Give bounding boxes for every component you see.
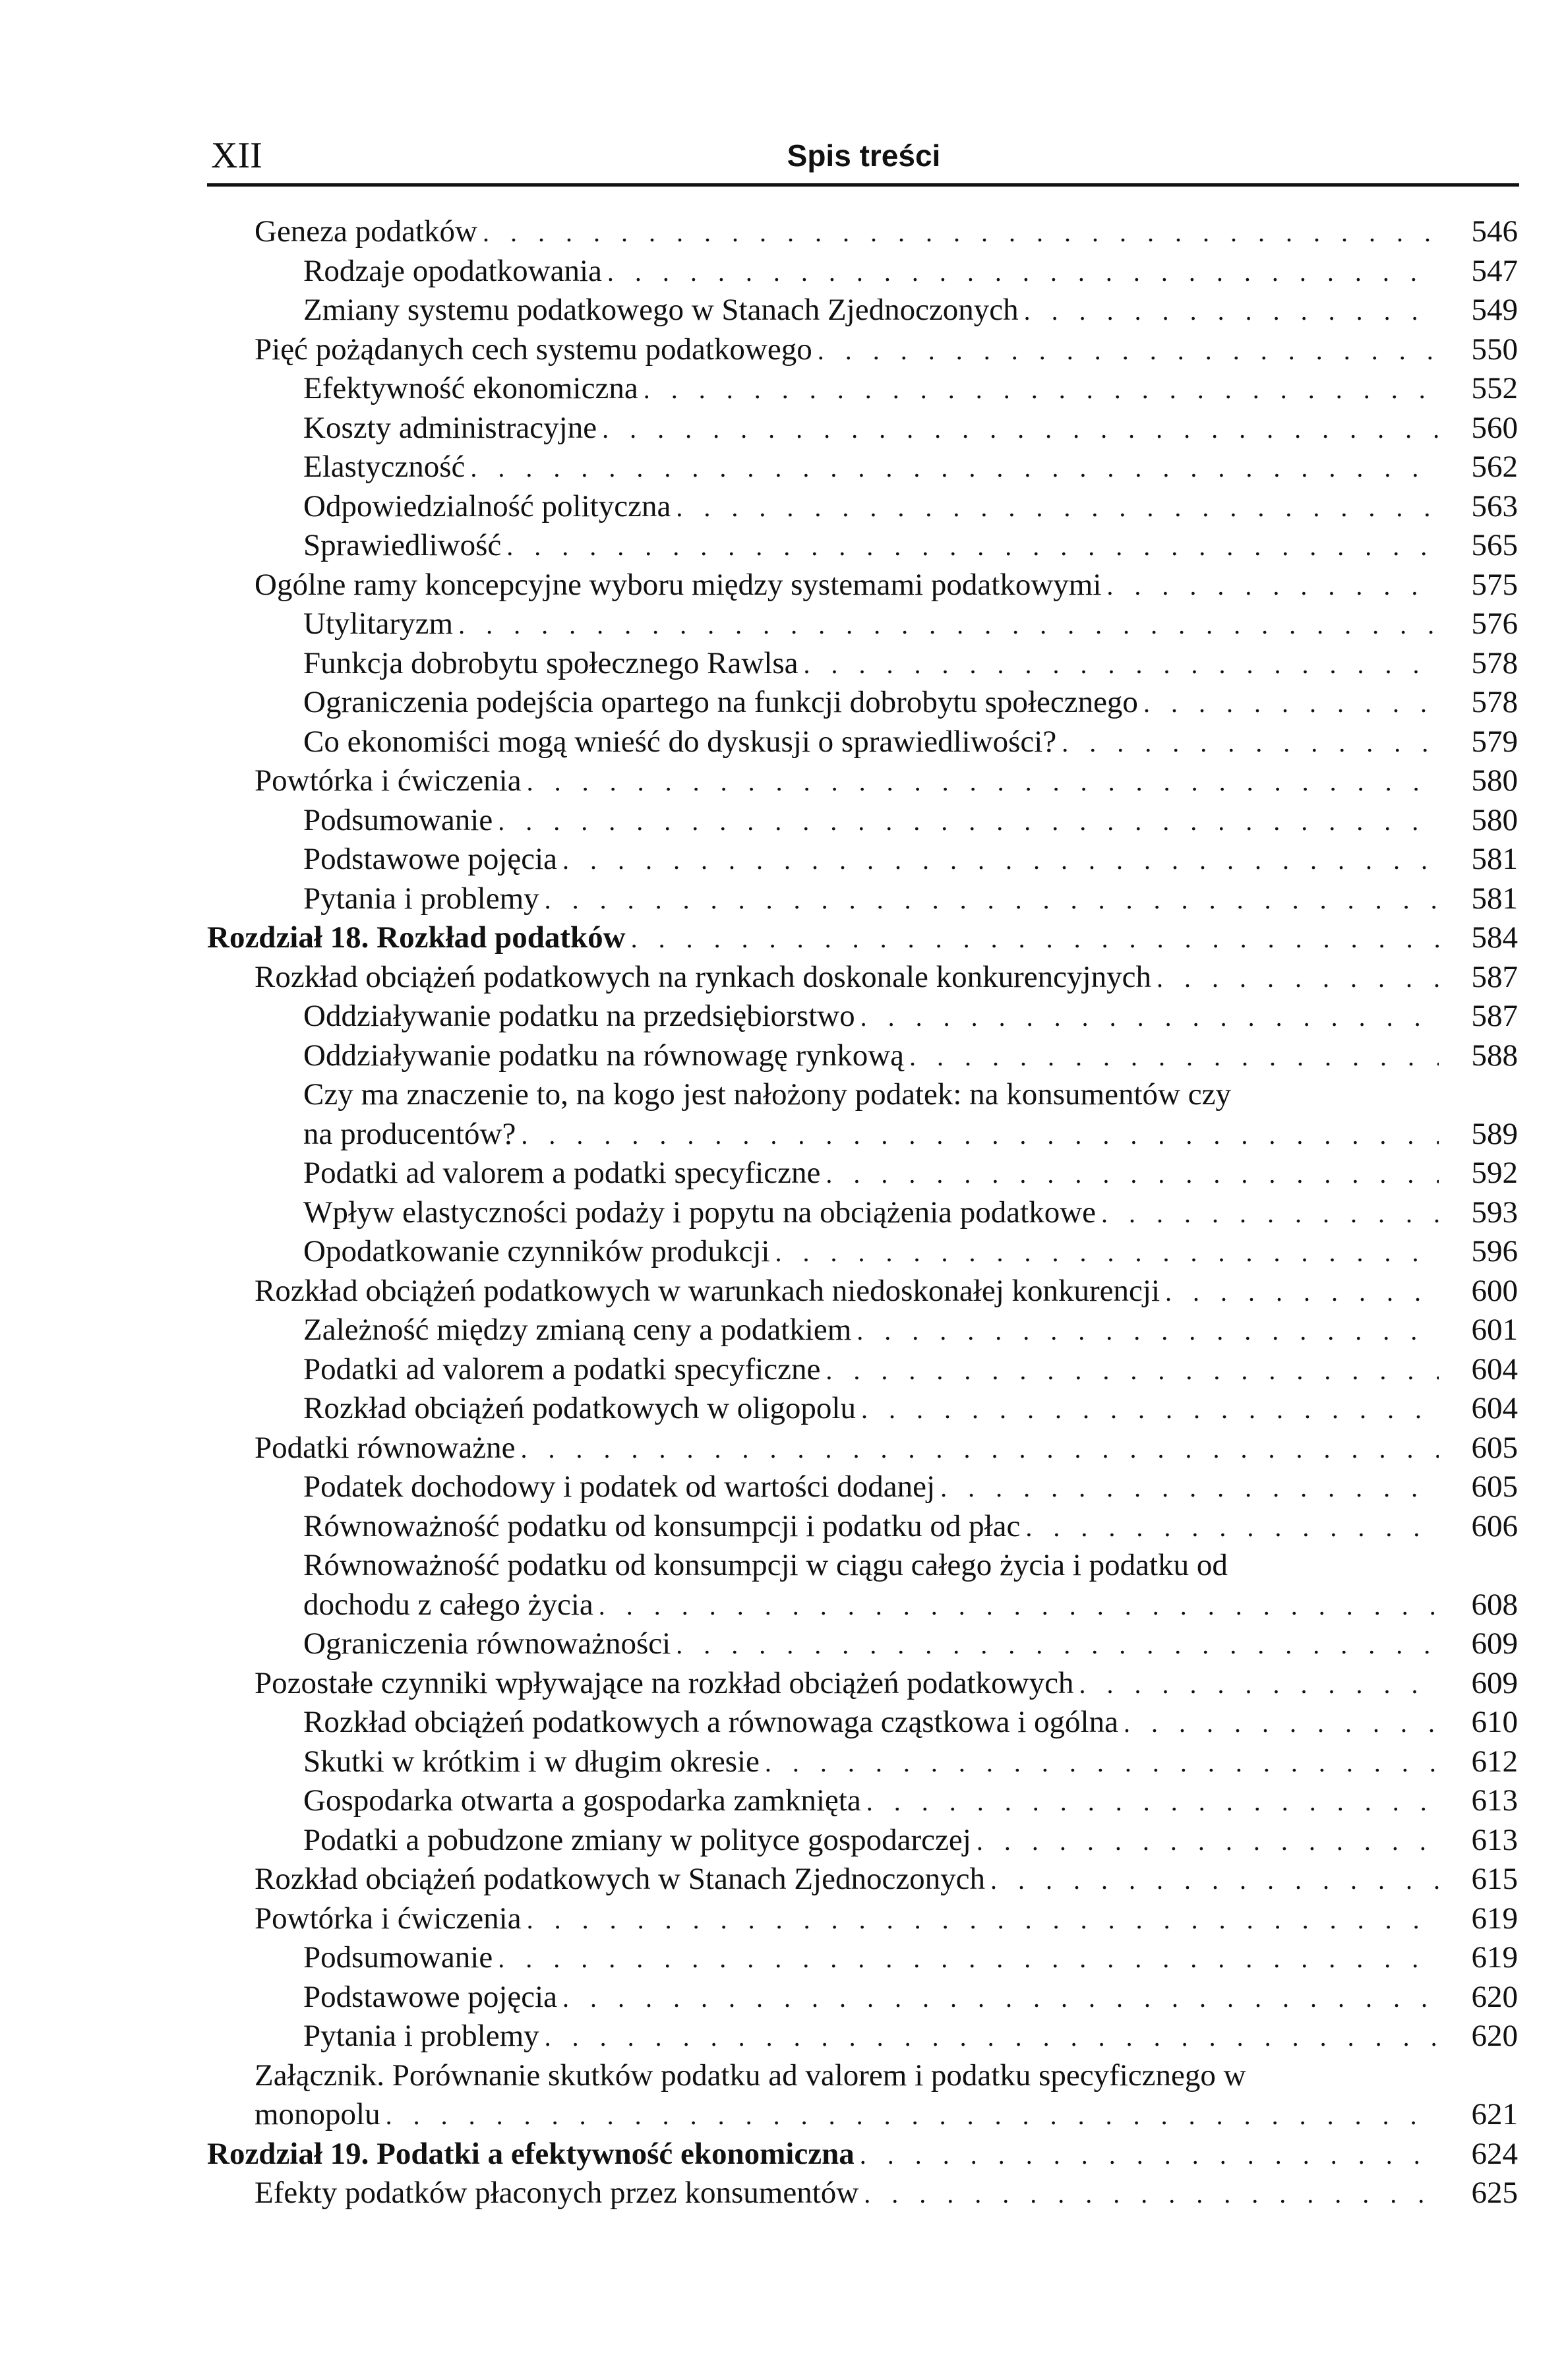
toc-entry-page: 584 xyxy=(1471,920,1518,955)
toc-entry xyxy=(207,1468,1518,1507)
toc-entry-page: 605 xyxy=(1471,1430,1518,1465)
running-title: Spis treści xyxy=(787,138,941,173)
toc-entry-page: 610 xyxy=(1471,1705,1518,1739)
toc-entry-title: Powtórka i ćwiczenia xyxy=(255,1899,527,1939)
toc-entry-title: Rozkład obciążeń podatkowych na rynkach doskonale konkurencyjnych xyxy=(255,958,1157,997)
toc-entry-title: Sprawiedliwość xyxy=(303,526,506,566)
dot-leader xyxy=(562,841,1439,880)
toc-entry xyxy=(207,1272,1518,1311)
toc-entry-page: 619 xyxy=(1471,1940,1518,1975)
toc-entry xyxy=(207,1154,1518,1193)
toc-entry xyxy=(207,1036,1518,1076)
dot-leader xyxy=(545,880,1439,920)
toc-entry-title: Równoważność podatku od konsumpcji i podatku od płac xyxy=(303,1507,1025,1547)
toc-entry xyxy=(207,566,1518,605)
dot-leader xyxy=(857,1311,1439,1351)
toc-entry-title: Podsumowanie xyxy=(303,1938,498,1978)
toc-entry-page: 600 xyxy=(1471,1273,1518,1308)
toc-entry-title: Oddziaływanie podatku na przedsiębiorstwo xyxy=(303,997,860,1036)
dot-leader xyxy=(527,762,1439,802)
toc-entry xyxy=(207,997,1518,1036)
toc-entry-page: 581 xyxy=(1471,881,1518,916)
toc-entry-page: 563 xyxy=(1471,489,1518,523)
dot-leader xyxy=(631,919,1439,959)
toc-entry xyxy=(207,1232,1518,1272)
toc-entry-page: 565 xyxy=(1471,528,1518,562)
toc-entry-title: Pięć pożądanych cech systemu podatkowego xyxy=(255,330,818,370)
dot-leader xyxy=(864,2174,1439,2214)
dot-leader xyxy=(607,253,1439,292)
toc-entry-title: Utylitaryzm xyxy=(303,605,458,644)
dot-leader xyxy=(562,1978,1439,2018)
dot-leader xyxy=(676,1625,1439,1665)
dot-leader xyxy=(826,1351,1439,1390)
toc-entry xyxy=(207,723,1518,762)
toc-entry xyxy=(207,801,1518,841)
toc-entry-title: Opodatkowanie czynników produkcji xyxy=(303,1232,775,1272)
toc-entry-title: Podatki ad valorem a podatki specyficzne xyxy=(303,1350,826,1390)
toc-entry-title: Efektywność ekonomiczna xyxy=(303,369,644,409)
toc-entry xyxy=(207,605,1518,644)
toc-entry xyxy=(207,1703,1518,1742)
dot-leader xyxy=(826,1154,1439,1194)
toc-chapter-entry xyxy=(207,2135,1518,2174)
toc-entry-title: Zależność między zmianą ceny a podatkiem xyxy=(303,1311,857,1350)
toc-entry xyxy=(207,644,1518,684)
dot-leader xyxy=(1143,684,1439,723)
dot-leader xyxy=(765,1743,1439,1783)
toc-entry-title: Pytania i problemy xyxy=(303,2017,545,2056)
toc-entry xyxy=(207,1350,1518,1390)
toc-entry-title: Podsumowanie xyxy=(303,801,498,841)
header-rule xyxy=(207,183,1519,187)
toc-entry-title: Geneza podatków xyxy=(255,212,483,252)
toc-entry-title: Rozdział 18. Rozkład podatków xyxy=(207,918,631,958)
toc-entry xyxy=(207,487,1518,527)
toc-entry-title: Rozkład obciążeń podatkowych w warunkach niedoskonałej konkurencji xyxy=(255,1272,1165,1311)
toc-entry-page: 608 xyxy=(1471,1587,1518,1622)
toc-entry-page: 581 xyxy=(1471,842,1518,876)
dot-leader xyxy=(676,488,1439,527)
toc-entry-page: 605 xyxy=(1471,1470,1518,1504)
dot-leader xyxy=(861,1390,1439,1429)
toc-entry-title: Rozkład obciążeń podatkowych a równowaga cząstkowa i ogólna xyxy=(303,1703,1124,1742)
toc-entry-page: 550 xyxy=(1471,332,1518,367)
toc-entry-page: 613 xyxy=(1471,1822,1518,1857)
toc-entry-title-continuation: monopolu xyxy=(255,2095,386,2135)
toc-entry-title: Podatki ad valorem a podatki specyficzne xyxy=(303,1154,826,1193)
toc-entry xyxy=(207,958,1518,997)
toc-entry-title: Gospodarka otwarta a gospodarka zamknięta xyxy=(303,1781,866,1821)
toc-entry-page: 578 xyxy=(1471,645,1518,680)
dot-leader xyxy=(1062,723,1439,763)
toc-entry-page: 575 xyxy=(1471,567,1518,602)
toc-entry xyxy=(207,761,1518,801)
toc-entry-title: Rozdział 19. Podatki a efektywność ekonomiczna xyxy=(207,2135,860,2174)
dot-leader xyxy=(458,605,1439,645)
toc-entry-page: 609 xyxy=(1471,1626,1518,1661)
toc-entry-title: Rozkład obciążeń podatkowych w Stanach Zjednoczonych xyxy=(255,1860,990,1899)
dot-leader xyxy=(386,2096,1439,2135)
toc-entry-title: Ogólne ramy koncepcyjne wyboru między systemami podatkowymi xyxy=(255,566,1106,605)
toc-entry-page: 589 xyxy=(1471,1116,1518,1151)
toc-entry xyxy=(207,1075,1518,1154)
toc-entry-page: 560 xyxy=(1471,410,1518,445)
toc-entry xyxy=(207,330,1518,370)
toc-entry xyxy=(207,409,1518,448)
dot-leader xyxy=(977,1822,1439,1861)
page-header xyxy=(211,129,1517,182)
toc-entry-title: Rozkład obciążeń podatkowych w oligopolu xyxy=(303,1389,861,1429)
toc-entry xyxy=(207,879,1518,919)
dot-leader xyxy=(644,370,1439,409)
toc-entry-page: 596 xyxy=(1471,1234,1518,1268)
toc-entry xyxy=(207,1507,1518,1547)
toc-entry-page: 593 xyxy=(1471,1195,1518,1230)
toc-entry xyxy=(207,1311,1518,1350)
toc-entry-page: 612 xyxy=(1471,1744,1518,1779)
toc-entry-title: Ograniczenia podejścia opartego na funkcji dobrobytu społecznego xyxy=(303,683,1143,723)
toc-entry-page: 580 xyxy=(1471,763,1518,798)
toc-entry-page: 615 xyxy=(1471,1862,1518,1896)
toc-entry-title: Równoważność podatku od konsumpcji w ciągu całego życia i podatku od xyxy=(303,1548,1228,1582)
dot-leader xyxy=(990,1860,1439,1900)
dot-leader xyxy=(866,1782,1439,1822)
toc-entry-title: Pytania i problemy xyxy=(303,879,545,919)
toc-entry-page: 576 xyxy=(1471,607,1518,641)
dot-leader xyxy=(1165,1272,1439,1312)
toc-entry-title: Koszty administracyjne xyxy=(303,409,602,448)
dot-leader xyxy=(520,1429,1439,1469)
toc-entry-title: Wpływ elastyczności podaży i popytu na obciążenia podatkowe xyxy=(303,1193,1101,1233)
toc-entry xyxy=(207,369,1518,409)
toc-entry xyxy=(207,1664,1518,1704)
toc-entry-title-continuation: dochodu z całego życia xyxy=(303,1586,599,1625)
toc-entry xyxy=(207,1429,1518,1468)
toc-entry xyxy=(207,252,1518,291)
toc-entry-title: Pozostałe czynniki wpływające na rozkład obciążeń podatkowych xyxy=(255,1664,1079,1704)
dot-leader xyxy=(599,1586,1439,1626)
toc-entry-title: Podatek dochodowy i podatek od wartości dodanej xyxy=(303,1468,940,1507)
toc-entry-title: Efekty podatków płaconych przez konsumentów xyxy=(255,2174,864,2213)
toc-entry-page: 549 xyxy=(1471,293,1518,327)
toc-entry-page: 592 xyxy=(1471,1156,1518,1190)
page-number: XII xyxy=(211,135,262,176)
toc-entry-title: Odpowiedzialność polityczna xyxy=(303,487,676,527)
toc-entry-title: Zmiany systemu podatkowego w Stanach Zjednoczonych xyxy=(303,291,1024,330)
toc-entry xyxy=(207,291,1518,330)
toc-entry-title: Czy ma znaczenie to, na kogo jest nałożony podatek: na konsumentów czy xyxy=(303,1077,1231,1112)
toc-entry-title: Powtórka i ćwiczenia xyxy=(255,761,527,801)
toc-entry-title: Funkcja dobrobytu społecznego Rawlsa xyxy=(303,644,804,684)
toc-entry-page: 621 xyxy=(1471,2097,1518,2131)
toc-entry xyxy=(207,1389,1518,1429)
toc-entry-page: 601 xyxy=(1471,1313,1518,1347)
dot-leader xyxy=(1025,1508,1439,1547)
toc-entry xyxy=(207,840,1518,879)
dot-leader xyxy=(498,802,1439,841)
toc-entry-title: Rodzaje opodatkowania xyxy=(303,252,607,291)
toc-entry xyxy=(207,212,1518,252)
dot-leader xyxy=(1124,1704,1439,1743)
toc-entry xyxy=(207,2017,1518,2056)
dot-leader xyxy=(470,448,1439,488)
dot-leader xyxy=(775,1233,1439,1272)
toc-entry-page: 609 xyxy=(1471,1665,1518,1700)
toc-entry xyxy=(207,1938,1518,1978)
toc-entry-page: 562 xyxy=(1471,450,1518,484)
dot-leader xyxy=(506,527,1439,566)
toc-entry-page: 546 xyxy=(1471,214,1518,249)
toc-entry xyxy=(207,1860,1518,1899)
toc-entry-title: Ograniczenia równoważności xyxy=(303,1624,676,1664)
toc-entry xyxy=(207,1546,1518,1624)
toc-entry-page: 604 xyxy=(1471,1352,1518,1386)
toc-entry-page: 620 xyxy=(1471,2019,1518,2053)
toc-entry-page: 587 xyxy=(1471,959,1518,994)
dot-leader xyxy=(521,1116,1439,1155)
toc-entry xyxy=(207,1781,1518,1821)
toc-entry-title: Podatki równoważne xyxy=(255,1429,520,1468)
table-of-contents xyxy=(207,212,1518,2213)
dot-leader xyxy=(860,2135,1439,2175)
toc-entry-page: 578 xyxy=(1471,685,1518,719)
dot-leader xyxy=(1101,1194,1439,1234)
toc-entry-title: Załącznik. Porównanie skutków podatku ad valorem i podatku specyficznego w xyxy=(255,2058,1246,2093)
toc-entry-page: 552 xyxy=(1471,371,1518,405)
dot-leader xyxy=(498,1939,1439,1978)
dot-leader xyxy=(940,1468,1439,1508)
toc-entry-page: 613 xyxy=(1471,1783,1518,1818)
toc-entry xyxy=(207,1978,1518,2017)
dot-leader xyxy=(804,645,1439,684)
dot-leader xyxy=(545,2017,1439,2057)
toc-entry-page: 579 xyxy=(1471,724,1518,759)
toc-entry-title: Podatki a pobudzone zmiany w polityce gospodarczej xyxy=(303,1821,977,1860)
dot-leader xyxy=(909,1037,1439,1077)
toc-entry-title: Oddziaływanie podatku na równowagę rynkową xyxy=(303,1036,909,1076)
toc-entry xyxy=(207,526,1518,566)
toc-entry xyxy=(207,1742,1518,1782)
toc-entry-title: Podstawowe pojęcia xyxy=(303,1978,562,2017)
toc-entry xyxy=(207,2174,1518,2213)
toc-entry-page: 604 xyxy=(1471,1391,1518,1425)
dot-leader xyxy=(483,213,1439,253)
toc-entry-page: 619 xyxy=(1471,1901,1518,1936)
toc-entry xyxy=(207,1624,1518,1664)
toc-entry-page: 606 xyxy=(1471,1508,1518,1543)
toc-entry-title-continuation: na producentów? xyxy=(303,1115,521,1154)
toc-chapter-entry xyxy=(207,918,1518,958)
toc-entry-title: Skutki w krótkim i w długim okresie xyxy=(303,1742,765,1782)
dot-leader xyxy=(1024,291,1439,331)
toc-entry xyxy=(207,2056,1518,2135)
toc-entry-page: 547 xyxy=(1471,253,1518,288)
toc-entry-page: 580 xyxy=(1471,802,1518,837)
toc-entry-page: 620 xyxy=(1471,1979,1518,2014)
toc-entry-title: Elastyczność xyxy=(303,448,470,487)
dot-leader xyxy=(1157,959,1439,998)
toc-entry-title: Co ekonomiści mogą wnieść do dyskusji o sprawiedliwości? xyxy=(303,723,1062,762)
toc-entry xyxy=(207,683,1518,723)
toc-entry-page: 588 xyxy=(1471,1038,1518,1073)
dot-leader xyxy=(1079,1665,1439,1704)
dot-leader xyxy=(602,409,1439,449)
toc-entry xyxy=(207,1899,1518,1939)
toc-entry-page: 625 xyxy=(1471,2176,1518,2210)
toc-entry xyxy=(207,1821,1518,1860)
dot-leader xyxy=(1106,566,1439,606)
toc-entry-title: Podstawowe pojęcia xyxy=(303,840,562,879)
dot-leader xyxy=(818,331,1439,371)
toc-entry xyxy=(207,1193,1518,1233)
dot-leader xyxy=(527,1900,1439,1940)
toc-entry xyxy=(207,448,1518,487)
dot-leader xyxy=(860,997,1439,1037)
toc-entry-page: 587 xyxy=(1471,999,1518,1033)
toc-entry-page: 624 xyxy=(1471,2136,1518,2171)
